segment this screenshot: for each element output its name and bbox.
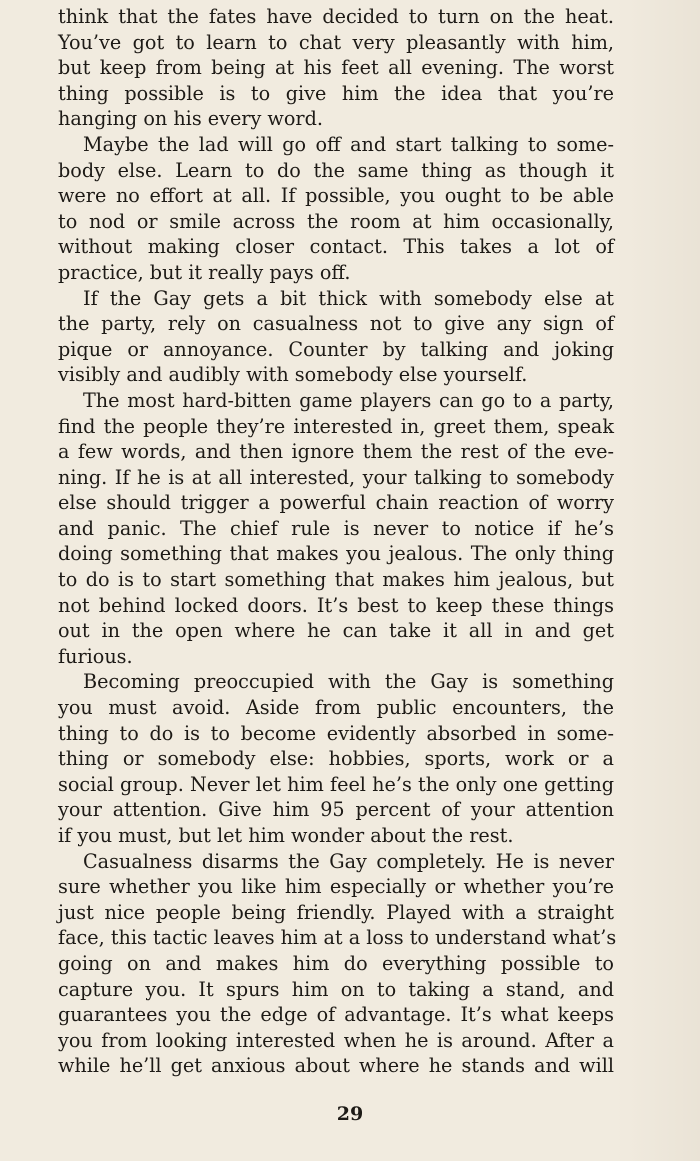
text-line: while he’ll get anxious about where he stands and will [58,1054,614,1078]
text-line: and panic. The chief rule is never to notice if he’s [58,516,614,540]
text-line: face, this tactic leaves him at a loss to understand what’s [58,926,617,950]
text-line: to nod or smile across the room at him occasionally, [58,209,614,233]
text-line: thing or somebody else: hobbies, sports, work or a [58,747,614,771]
text-line: Casualness disarms the Gay completely. He is never [83,849,614,873]
text-line: if you must, but let him wonder about the rest. [58,824,514,847]
text-line: Maybe the lad will go off and start talking to some- [83,132,614,156]
text-line: the party, rely on casualness not to give any sign of [58,312,614,336]
text-line: thing to do is to become evidently absorbed in some- [58,721,614,745]
text-line: body else. Learn to do the same thing as though it [58,158,614,182]
text-line: but keep from being at his feet all evening. The worst [58,56,614,80]
text-line: thing possible is to give him the idea that you’re [58,81,614,105]
text-line: furious. [58,644,133,668]
body-text [58,4,617,1079]
text-line: a few words, and then ignore them the rest of the eve- [58,440,614,464]
paragraph [58,132,614,286]
text-line: The most hard-bitten game players can go to a party, [83,388,614,412]
text-line: out in the open where he can take it all in and get [58,619,614,643]
text-line: not behind locked doors. It’s best to keep these things [58,593,614,617]
text-line: hanging on his every word. [58,107,323,131]
text-line: pique or annoyance. Counter by talking and joking [58,337,614,361]
text-line: else should trigger a powerful chain reaction of worry [58,491,614,515]
paragraph [58,388,614,670]
text-line: ning. If he is at all interested, your talking to somebody [58,465,614,489]
text-line: going on and makes him do everything possible to [58,951,614,975]
text-line: without making closer contact. This takes a lot of [58,235,614,259]
text-line: sure whether you like him especially or whether you’re [58,875,614,899]
text-line: you must avoid. Aside from public encounters, the [58,696,614,720]
text-line: social group. Never let him feel he’s the only one getting [58,772,614,796]
text-line: You’ve got to learn to chat very pleasantly with him, [58,30,614,54]
page-number: 29 [336,1103,364,1125]
text-line: you from looking interested when he is around. After a [58,1028,614,1052]
text-line: doing something that makes you jealous. The only thing [58,542,614,566]
text-line: guarantees you the edge of advantage. It’s what keeps [58,1003,614,1027]
text-line: Becoming preoccupied with the Gay is something [83,670,614,694]
text-line: find the people they’re interested in, greet them, speak [58,414,614,438]
paragraph [58,669,614,848]
text-line: If the Gay gets a bit thick with somebody else at [83,286,614,310]
paragraph [58,286,614,388]
text-line: practice, but it really pays off. [58,260,351,284]
text-line: capture you. It spurs him on to taking a stand, and [58,977,614,1001]
text-line: were no effort at all. If possible, you ought to be able [58,184,614,208]
text-line: to do is to start something that makes him jealous, but [58,568,614,592]
text-line: your attention. Give him 95 percent of your attention [58,798,614,822]
text-line: think that the fates have decided to turn on the heat. [58,5,614,28]
text-line: just nice people being friendly. Played with a straight [58,900,614,924]
text-line: visibly and audibly with somebody else yourself. [58,363,528,387]
paragraph [58,4,614,132]
paragraph [58,849,617,1079]
